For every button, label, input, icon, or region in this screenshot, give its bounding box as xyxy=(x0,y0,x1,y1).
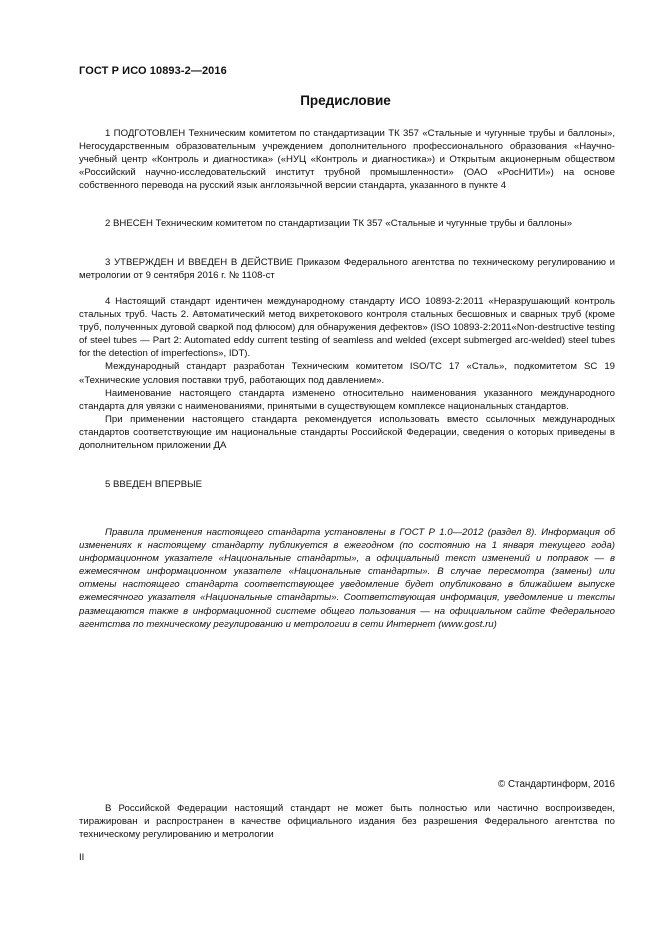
item-4 xyxy=(79,295,615,452)
reproduction-notice-text: В Российской Федерации настоящий стандарт не может быть полностью или частично воспроизведен, тиражирован и распространен в качестве официального издания без разрешения Федерального агентства по техническому регулированию и метрологии xyxy=(79,803,615,841)
item-3-text: 3 УТВЕРЖДЕН И ВВЕДЕН В ДЕЙСТВИЕ Приказом Федерального агентства по техническому регулированию и метрологии от 9 сентября 2016 г. № 1108-ст xyxy=(79,257,615,282)
item-1-text: 1 ПОДГОТОВЛЕН Техническим комитетом по стандартизации ТК 357 «Стальные и чугунные трубы и баллоны», Негосударственным образовательным учреждением дополнительного профессионального образования «Научно-учебный центр «Контроль и диагностика» («НУЦ «Контроль и диагностика») и Открытым акционерным обществом «Российский научно-исследовательский институт трубной промышленности» (ОАО «РосНИТИ») на основе собственного перевода на русский язык англоязычной версии стандарта, указанного в пункте 4 xyxy=(79,128,615,192)
item-5 xyxy=(79,478,615,491)
copyright-line: © Стандартинформ, 2016 xyxy=(498,779,615,790)
application-rules-text: Правила применения настоящего стандарта установлены в ГОСТ Р 1.0—2012 (раздел 8). Информация об изменениях к настоящему стандарту публикуется в ежегодном (по состоянию на 1 января текущего года) информационном указателе «Национальные стандарты», а официальный текст изменений и поправок — в ежемесячном информационном указателе «Национальные стандарты». В случае пересмотра (замены) или отмены настоящего стандарта соответствующее уведомление будет опубликовано в ближайшем выпуске ежемесячного указателя «Национальные стандарты». Соответствующая информация, уведомление и тексты размещаются также в информационной системе общего пользования — на официальном сайте Федерального агентства по техническому регулированию и метрологии в сети Интернет (www.gost.ru) xyxy=(79,527,615,630)
item-4-text: 4 Настоящий стандарт идентичен международному стандарту ИСО 10893-2:2011 «Неразрушающий контроль стальных труб. Часть 2. Автоматический метод вихретокового контроля стальных бесшовных и сварных труб (кроме труб, полученных дуговой сваркой под флюсом) для обнаружения дефектов» (ISO 10893-2:2011«Non-destructive testing of steel tubes — Part 2: Automated eddy current testing of seamless and welded (except submerged arc-welded) steel tubes for the detection of imperfections», IDT). xyxy=(79,296,615,360)
page-title: Предисловие xyxy=(300,93,391,108)
page-number: II xyxy=(79,852,85,863)
standard-id-header: ГОСТ Р ИСО 10893-2—2016 xyxy=(79,65,227,77)
item-4-name-change-text: Наименование настоящего стандарта изменено относительно наименования указанного международного стандарта для увязки с наименованиями, принятыми в существующем комплексе национальных стандартов. xyxy=(79,387,615,412)
item-1 xyxy=(79,127,615,192)
item-3 xyxy=(79,256,615,282)
item-5-text: 5 ВВЕДЕН ВПЕРВЫЕ xyxy=(105,479,203,490)
item-2-text: 2 ВНЕСЕН Техническим комитетом по стандартизации ТК 357 «Стальные и чугунные трубы и баллоны» xyxy=(105,218,573,229)
reproduction-notice xyxy=(79,802,615,841)
item-4-references-text: При применении настоящего стандарта рекомендуется использовать вместо ссылочных международных стандартов соответствующие им национальные стандарты Российской Федерации, сведения о которых приведены в дополнительном приложении ДА xyxy=(79,413,615,452)
application-rules-notice xyxy=(79,526,615,631)
item-2 xyxy=(79,217,615,230)
item-4-committee-text: Международный стандарт разработан Техническим комитетом ISO/TC 17 «Сталь», подкомитетом SC 19 «Технические условия поставки труб, работающих под давлением». xyxy=(79,361,615,386)
